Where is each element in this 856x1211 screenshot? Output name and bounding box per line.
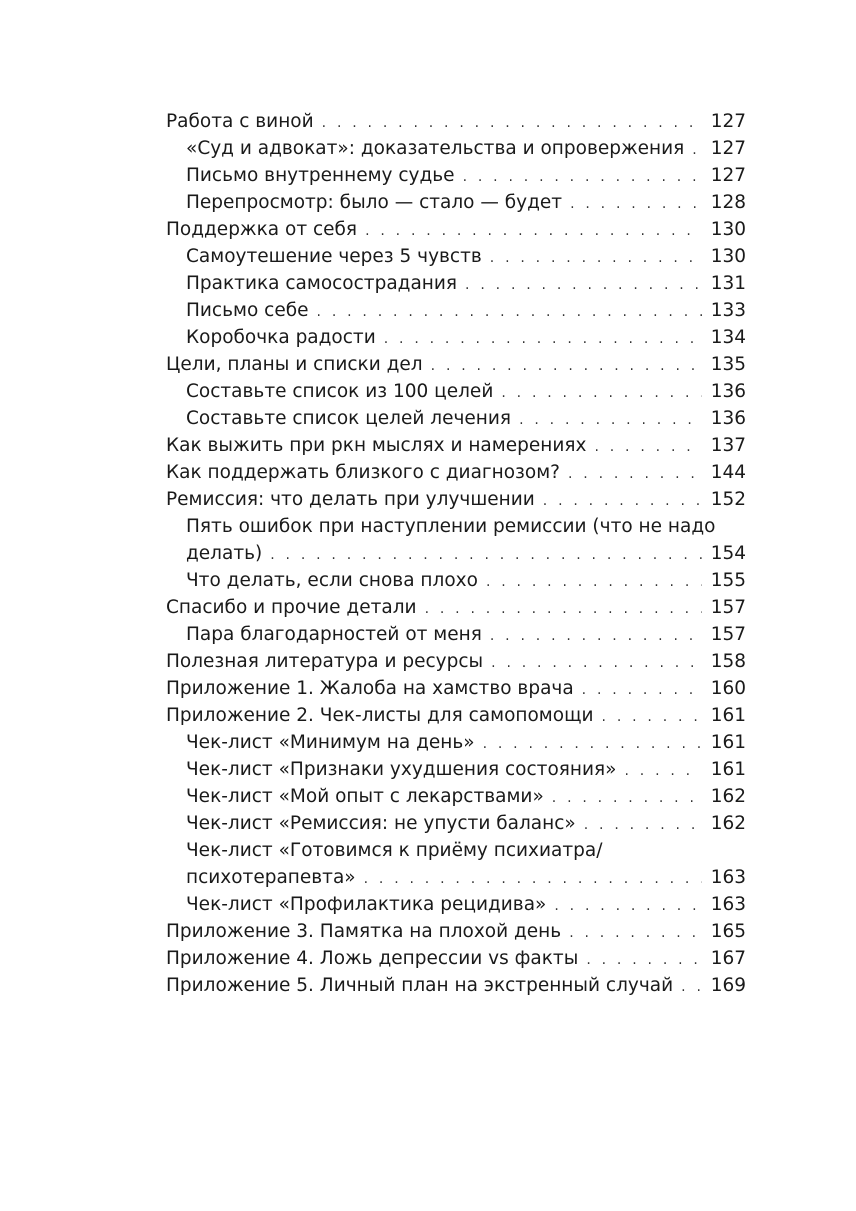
toc-page-number: 128 — [710, 192, 746, 213]
toc-entry-title: Письмо внутреннему судье — [186, 165, 455, 186]
toc-entry[interactable] — [166, 810, 746, 837]
toc-page-number: 127 — [710, 138, 746, 159]
toc-entry[interactable] — [166, 270, 746, 297]
toc-page-number: 161 — [710, 759, 746, 780]
toc-page-number: 158 — [710, 651, 746, 672]
dot-leader — [624, 758, 702, 785]
toc-entry[interactable] — [166, 378, 746, 405]
toc-entry-title: Как поддержать близкого с диагнозом? — [166, 462, 560, 483]
dot-leader — [519, 407, 702, 434]
toc-entry-title: Как выжить при ркн мыслях и намерениях — [166, 435, 587, 456]
toc-entry-title: Чек-лист «Мой опыт с лекарствами» — [186, 786, 544, 807]
toc-page-number: 160 — [710, 678, 746, 699]
toc-entry[interactable] — [166, 432, 746, 459]
toc-entry[interactable] — [166, 108, 746, 135]
toc-page-number: 136 — [710, 408, 746, 429]
toc-page-number: 162 — [710, 786, 746, 807]
toc-entry-title: Чек-лист «Минимум на день» — [186, 732, 475, 753]
toc-entry-title: Составьте список целей лечения — [186, 408, 512, 429]
toc-entry[interactable] — [166, 297, 746, 324]
toc-entry-title: Перепросмотр: было — стало — будет — [186, 192, 563, 213]
toc-entry[interactable] — [166, 756, 746, 783]
toc-entry[interactable] — [166, 891, 746, 918]
toc-entry-title: Приложение 5. Личный план на экстренный случай — [166, 975, 674, 996]
dot-leader — [465, 272, 702, 299]
toc-entry[interactable] — [166, 162, 746, 189]
toc-entry[interactable] — [166, 189, 746, 216]
dot-leader — [552, 785, 702, 812]
toc-page-number: 162 — [710, 813, 746, 834]
toc-entry[interactable] — [166, 216, 746, 243]
toc-entry[interactable] — [166, 675, 746, 702]
toc-entry[interactable] — [166, 621, 746, 648]
dot-leader — [270, 542, 702, 569]
toc-entry-title: Приложение 1. Жалоба на хамство врача — [166, 678, 574, 699]
toc-entry-title: «Суд и адвокат»: доказательства и опровержения — [186, 138, 685, 159]
toc-entry[interactable] — [166, 702, 746, 729]
toc-entry-title: Ремиссия: что делать при улучшении — [166, 489, 535, 510]
toc-page-number: 134 — [710, 327, 746, 348]
toc-entry[interactable] — [166, 648, 746, 675]
toc-page-number: 154 — [710, 543, 746, 564]
toc-page-number: 137 — [710, 435, 746, 456]
dot-leader — [584, 812, 702, 839]
dot-leader — [491, 650, 702, 677]
toc-page-number: 161 — [710, 732, 746, 753]
toc-page-number: 163 — [710, 867, 746, 888]
toc-entry-title: Цели, планы и списки дел — [166, 354, 423, 375]
dot-leader — [322, 110, 702, 137]
toc-entry[interactable] — [166, 135, 746, 162]
dot-leader — [490, 245, 702, 272]
toc-page-number: 157 — [710, 624, 746, 645]
toc-entry-title: Пять ошибок при наступлении ремиссии (что не надо — [186, 516, 716, 537]
toc-entry-title: Чек-лист «Ремиссия: не упусти баланс» — [186, 813, 576, 834]
dot-leader — [431, 353, 702, 380]
toc-page-number: 130 — [710, 219, 746, 240]
toc-entry-title: Письмо себе — [186, 300, 309, 321]
dot-leader — [463, 164, 702, 191]
dot-leader — [568, 461, 702, 488]
dot-leader — [554, 893, 702, 920]
dot-leader — [569, 920, 702, 947]
dot-leader — [425, 596, 702, 623]
dot-leader — [570, 191, 702, 218]
toc-entry-title: Работа с виной — [166, 111, 314, 132]
dot-leader — [364, 866, 702, 893]
dot-leader — [681, 974, 702, 1001]
toc-page-number: 152 — [710, 489, 746, 510]
toc-entry-title: Чек-лист «Профилактика рецидива» — [186, 894, 547, 915]
toc-entry[interactable] — [166, 918, 746, 945]
toc-page-number: 155 — [710, 570, 746, 591]
toc-entry-title: Что делать, если снова плохо — [186, 570, 478, 591]
toc-entry[interactable] — [166, 540, 746, 567]
toc-page-number: 169 — [710, 975, 746, 996]
toc-page-number: 136 — [710, 381, 746, 402]
toc-entry[interactable] — [166, 729, 746, 756]
toc-entry-title: Спасибо и прочие детали — [166, 597, 417, 618]
toc-page-number: 167 — [710, 948, 746, 969]
toc-entry-title: Чек-лист «Готовимся к приёму психиатра/ — [186, 840, 603, 861]
dot-leader — [594, 434, 702, 461]
toc-entry[interactable] — [166, 945, 746, 972]
toc-entry[interactable] — [166, 594, 746, 621]
toc-entry-title: Приложение 2. Чек-листы для самопомощи — [166, 705, 594, 726]
table-of-contents — [166, 108, 746, 999]
toc-page-number: 144 — [710, 462, 746, 483]
toc-entry[interactable] — [166, 972, 746, 999]
toc-page-number: 127 — [710, 111, 746, 132]
toc-page-number: 127 — [710, 165, 746, 186]
toc-entry-title: Полезная литература и ресурсы — [166, 651, 484, 672]
toc-entry[interactable] — [166, 405, 746, 432]
toc-entry-title: Пара благодарностей от меня — [186, 624, 482, 645]
toc-entry-title: делать) — [186, 543, 263, 564]
toc-entry[interactable] — [166, 783, 746, 810]
dot-leader — [692, 137, 702, 164]
toc-entry-line — [166, 837, 746, 864]
toc-entry[interactable] — [166, 324, 746, 351]
toc-entry-line — [166, 513, 746, 540]
toc-entry-title: Практика самосострадания — [186, 273, 458, 294]
toc-page-number: 163 — [710, 894, 746, 915]
toc-entry[interactable] — [166, 567, 746, 594]
toc-entry-title: Поддержка от себя — [166, 219, 358, 240]
dot-leader — [483, 731, 702, 758]
toc-entry-title: Приложение 4. Ложь депрессии vs факты — [166, 948, 579, 969]
toc-page-number: 135 — [710, 354, 746, 375]
dot-leader — [602, 704, 702, 731]
toc-page-number: 157 — [710, 597, 746, 618]
toc-page-number: 130 — [710, 246, 746, 267]
toc-entry[interactable] — [166, 459, 746, 486]
toc-entry[interactable] — [166, 486, 746, 513]
toc-entry-title: Составьте список из 100 целей — [186, 381, 494, 402]
toc-entry[interactable] — [166, 864, 746, 891]
toc-entry-title: Приложение 3. Памятка на плохой день — [166, 921, 562, 942]
toc-entry-title: психотерапевта» — [186, 867, 356, 888]
dot-leader — [586, 947, 702, 974]
dot-leader — [501, 380, 702, 407]
dot-leader — [365, 218, 702, 245]
toc-entry[interactable] — [166, 351, 746, 378]
dot-leader — [490, 623, 702, 650]
toc-page-number: 165 — [710, 921, 746, 942]
dot-leader — [384, 326, 702, 353]
dot-leader — [543, 488, 702, 515]
dot-leader — [486, 569, 702, 596]
toc-page-number: 161 — [710, 705, 746, 726]
dot-leader — [582, 677, 702, 704]
toc-page-number: 131 — [710, 273, 746, 294]
toc-entry-title: Чек-лист «Признаки ухудшения состояния» — [186, 759, 617, 780]
toc-entry[interactable] — [166, 243, 746, 270]
dot-leader — [317, 299, 702, 326]
toc-entry-title: Коробочка радости — [186, 327, 376, 348]
toc-entry-title: Самоутешение через 5 чувств — [186, 246, 482, 267]
toc-page-number: 133 — [710, 300, 746, 321]
